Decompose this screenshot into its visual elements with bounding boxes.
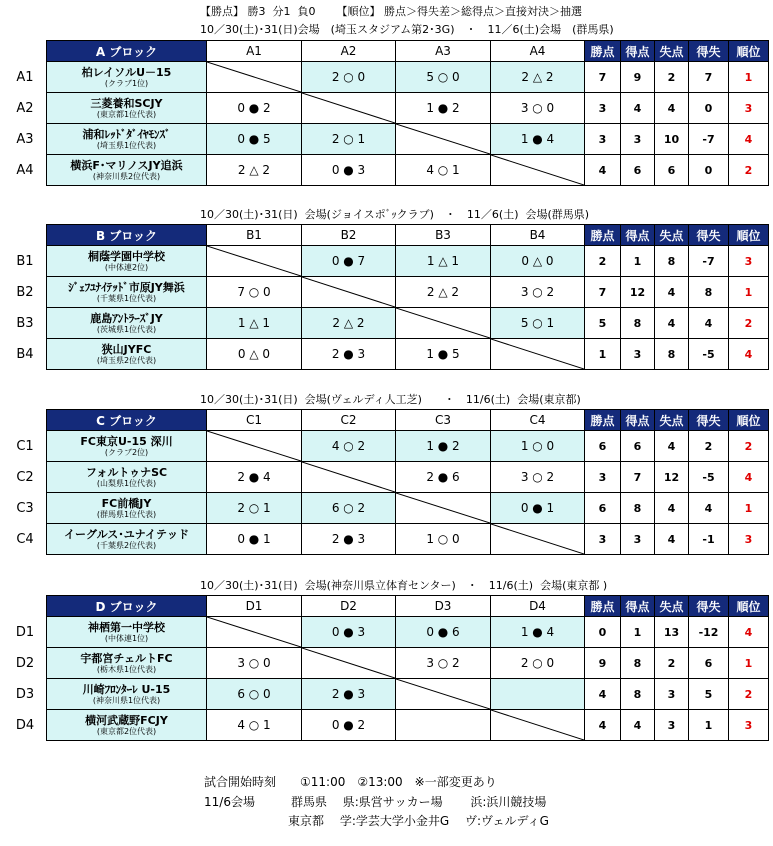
team-name: 宇都宮チェルトFC (80, 651, 173, 665)
row-position-label: D4 (15, 718, 35, 733)
self-match-diagonal (396, 679, 491, 710)
match-result: 4 ○ 1 (396, 155, 491, 186)
block-standings-table (46, 224, 769, 370)
match-result: 0 ● 3 (302, 155, 396, 186)
team-rank: 2 (729, 308, 769, 339)
team-stat: 8 (621, 648, 655, 679)
match-result: 3 ○ 2 (491, 462, 585, 493)
table-header-row (47, 225, 769, 246)
block-standings-table (46, 409, 769, 555)
match-result: 2 ○ 1 (207, 493, 302, 524)
stat-header: 得失 (689, 41, 729, 62)
team-name: フォルトゥナSC (85, 465, 168, 479)
column-header: D2 (302, 596, 396, 617)
team-cell (47, 339, 207, 370)
table-header-row (47, 41, 769, 62)
stat-header: 勝点 (585, 225, 621, 246)
team-rank: 4 (729, 124, 769, 155)
team-stat: 7 (621, 462, 655, 493)
team-row (47, 155, 769, 186)
footer-venue-gunma: 11/6会場 群馬県 県:県営サッカー場 浜:浜川競技場 (204, 795, 547, 809)
team-rank: 1 (729, 648, 769, 679)
match-result: 0 ● 1 (491, 493, 585, 524)
match-result: 2 △ 2 (302, 308, 396, 339)
column-header: D1 (207, 596, 302, 617)
team-qualification: (群馬県1位代表) (96, 509, 157, 519)
team-cell (47, 308, 207, 339)
row-position-label: A3 (16, 132, 34, 147)
team-row (47, 277, 769, 308)
team-cell (47, 617, 207, 648)
team-stat: 4 (585, 710, 621, 741)
match-result: 0 ● 6 (396, 617, 491, 648)
team-rank: 2 (729, 679, 769, 710)
team-name: ｼﾞｪﾌﾕﾅｲﾃｯﾄﾞ市原JY舞浜 (68, 280, 185, 294)
team-stat: 3 (655, 679, 689, 710)
team-stat: 4 (621, 93, 655, 124)
row-position-label: D1 (15, 625, 35, 640)
column-header: B1 (207, 225, 302, 246)
team-cell (47, 679, 207, 710)
match-result: 0 ● 1 (207, 524, 302, 555)
match-result: 1 ● 2 (396, 431, 491, 462)
block-venue-info: 10／30(土)･31(日) 会場(ヴェルディ人工芝) ・ 11/6(土) 会場(東京都) (200, 393, 581, 406)
column-header: A1 (207, 41, 302, 62)
row-position-label: B3 (16, 316, 34, 331)
self-match-diagonal (396, 493, 491, 524)
team-stat: 6 (621, 431, 655, 462)
column-header: C4 (491, 410, 585, 431)
match-result: 5 ○ 1 (491, 308, 585, 339)
team-cell (47, 246, 207, 277)
team-stat: 8 (621, 493, 655, 524)
stat-header: 勝点 (585, 596, 621, 617)
row-position-label: D3 (15, 687, 35, 702)
team-stat: -7 (689, 246, 729, 277)
team-stat: 6 (585, 431, 621, 462)
row-position-label: A1 (16, 70, 34, 85)
match-result: 1 ● 5 (396, 339, 491, 370)
team-stat: 1 (585, 339, 621, 370)
team-rank: 3 (729, 93, 769, 124)
match-result: 1 ● 4 (491, 124, 585, 155)
team-row (47, 462, 769, 493)
self-match-diagonal (207, 62, 302, 93)
team-row (47, 93, 769, 124)
self-match-diagonal (491, 524, 585, 555)
block-title: C ブロック (47, 410, 207, 431)
team-stat: 1 (621, 246, 655, 277)
team-stat: 2 (655, 648, 689, 679)
column-header: A3 (396, 41, 491, 62)
stat-header: 順位 (729, 596, 769, 617)
match-result: 5 ○ 0 (396, 62, 491, 93)
footer-venue-tokyo: 東京都 学:学芸大学小金井G ヴ:ヴェルディG (204, 814, 549, 828)
team-stat: 4 (585, 155, 621, 186)
team-name: 神栖第一中学校 (88, 620, 165, 634)
team-stat: 0 (689, 155, 729, 186)
team-cell (47, 462, 207, 493)
block-venue-info: 10／30(土)･31(日) 会場(神奈川県立体育センター) ・ 11/6(土) 会場(東京都 ) (200, 579, 608, 592)
team-rank: 3 (729, 246, 769, 277)
block-title: A ブロック (47, 41, 207, 62)
team-stat: 13 (655, 617, 689, 648)
team-qualification: (東京都1位代表) (96, 109, 157, 119)
team-stat: 8 (655, 339, 689, 370)
team-stat: 1 (621, 617, 655, 648)
team-rank: 3 (729, 524, 769, 555)
row-position-label: C4 (16, 532, 34, 547)
match-result: 4 ○ 1 (207, 710, 302, 741)
stat-header: 得失 (689, 225, 729, 246)
team-stat: 4 (621, 710, 655, 741)
match-result: 1 ● 2 (396, 93, 491, 124)
team-name: 柏レイソルU－15 (81, 65, 172, 79)
match-result: 3 ○ 2 (396, 648, 491, 679)
team-stat: 4 (689, 308, 729, 339)
team-rank: 2 (729, 431, 769, 462)
team-stat: -7 (689, 124, 729, 155)
team-stat: 8 (655, 246, 689, 277)
team-qualification: (神奈川県1位代表) (92, 695, 161, 705)
column-header: D3 (396, 596, 491, 617)
team-stat: 6 (689, 648, 729, 679)
team-qualification: (神奈川県2位代表) (92, 171, 161, 181)
stat-header: 順位 (729, 410, 769, 431)
team-qualification: (埼玉県1位代表) (96, 140, 157, 150)
team-cell (47, 493, 207, 524)
team-row (47, 679, 769, 710)
team-stat: 8 (689, 277, 729, 308)
team-stat: 3 (621, 124, 655, 155)
team-stat: 4 (585, 679, 621, 710)
team-stat: 7 (689, 62, 729, 93)
stat-header: 得失 (689, 596, 729, 617)
stat-header: 失点 (655, 225, 689, 246)
team-qualification: (山梨県1位代表) (96, 478, 157, 488)
stat-header: 失点 (655, 596, 689, 617)
team-stat: 3 (655, 710, 689, 741)
team-stat: -5 (689, 462, 729, 493)
match-result: 2 ● 3 (302, 524, 396, 555)
column-header: C3 (396, 410, 491, 431)
self-match-diagonal (207, 617, 302, 648)
stat-header: 得点 (621, 596, 655, 617)
team-qualification: (中体連1位) (104, 633, 149, 643)
row-position-label: C2 (16, 470, 34, 485)
team-qualification: (千葉県2位代表) (96, 540, 157, 550)
team-stat: 7 (585, 62, 621, 93)
stat-header: 得失 (689, 410, 729, 431)
row-position-label: A2 (16, 101, 34, 116)
match-result (491, 679, 585, 710)
team-rank: 4 (729, 462, 769, 493)
team-stat: 9 (621, 62, 655, 93)
match-result: 0 △ 0 (491, 246, 585, 277)
self-match-diagonal (302, 93, 396, 124)
team-stat: 3 (621, 339, 655, 370)
team-stat: 1 (689, 710, 729, 741)
column-header: B4 (491, 225, 585, 246)
team-stat: 4 (655, 524, 689, 555)
self-match-diagonal (302, 277, 396, 308)
match-result: 0 ● 7 (302, 246, 396, 277)
team-stat: 0 (585, 617, 621, 648)
column-header: A2 (302, 41, 396, 62)
stat-header: 勝点 (585, 41, 621, 62)
match-result (396, 710, 491, 741)
match-result: 2 ● 3 (302, 679, 396, 710)
team-row (47, 710, 769, 741)
team-name: FC前橋JY (101, 496, 152, 510)
team-stat: 12 (655, 462, 689, 493)
team-qualification: (茨城県1位代表) (96, 324, 157, 334)
team-stat: 4 (655, 493, 689, 524)
stat-header: 失点 (655, 410, 689, 431)
self-match-diagonal (491, 339, 585, 370)
self-match-diagonal (491, 710, 585, 741)
match-result: 2 △ 2 (207, 155, 302, 186)
team-name: 鹿島ｱﾝﾄﾗｰｽﾞJY (90, 311, 163, 325)
match-result: 3 ○ 0 (491, 93, 585, 124)
team-row (47, 617, 769, 648)
row-position-label: A4 (16, 163, 34, 178)
match-result: 3 ○ 0 (207, 648, 302, 679)
column-header: B2 (302, 225, 396, 246)
stat-header: 順位 (729, 225, 769, 246)
team-stat: 8 (621, 679, 655, 710)
team-qualification: (埼玉県2位代表) (96, 355, 157, 365)
team-stat: 7 (585, 277, 621, 308)
team-name: イーグルス･ユナイテッド (63, 527, 190, 541)
points-rules-legend: 【勝点】 勝3 分1 負0 【順位】 勝点＞得失差＞総得点＞直接対決＞抽選 (200, 5, 582, 18)
team-rank: 1 (729, 277, 769, 308)
team-stat: -1 (689, 524, 729, 555)
team-stat: 3 (585, 93, 621, 124)
team-cell (47, 62, 207, 93)
team-row (47, 246, 769, 277)
team-row (47, 62, 769, 93)
column-header: A4 (491, 41, 585, 62)
stat-header: 失点 (655, 41, 689, 62)
match-result: 1 ○ 0 (491, 431, 585, 462)
stat-header: 得点 (621, 41, 655, 62)
self-match-diagonal (491, 155, 585, 186)
team-stat: -5 (689, 339, 729, 370)
team-stat: 0 (689, 93, 729, 124)
match-result: 1 △ 1 (396, 246, 491, 277)
table-header-row (47, 410, 769, 431)
column-header: D4 (491, 596, 585, 617)
row-position-label: D2 (15, 656, 35, 671)
row-position-label: B2 (16, 285, 34, 300)
team-stat: 5 (585, 308, 621, 339)
team-cell (47, 124, 207, 155)
team-name: 横浜F･マリノスJY追浜 (70, 158, 183, 172)
match-result: 2 △ 2 (396, 277, 491, 308)
team-rank: 1 (729, 62, 769, 93)
team-qualification: (千葉県1位代表) (96, 293, 157, 303)
team-cell (47, 277, 207, 308)
row-position-label: C3 (16, 501, 34, 516)
team-name: 狭山JYFC (101, 342, 152, 356)
team-name: 横河武蔵野FCJY (85, 713, 168, 727)
team-stat: 6 (585, 493, 621, 524)
team-cell (47, 155, 207, 186)
team-stat: 2 (689, 431, 729, 462)
match-result: 6 ○ 2 (302, 493, 396, 524)
block-standings-table (46, 595, 769, 741)
column-header: B3 (396, 225, 491, 246)
team-row (47, 431, 769, 462)
match-result: 2 ○ 0 (491, 648, 585, 679)
team-rank: 3 (729, 710, 769, 741)
team-name: FC東京U-15 深川 (80, 434, 173, 448)
team-row (47, 648, 769, 679)
team-cell (47, 93, 207, 124)
team-stat: 5 (689, 679, 729, 710)
team-cell (47, 648, 207, 679)
self-match-diagonal (396, 308, 491, 339)
team-name: 浦和ﾚｯﾄﾞﾀﾞｲﾔﾓﾝｽﾞ (82, 127, 171, 141)
block-title: B ブロック (47, 225, 207, 246)
team-qualification: (中体連2位) (104, 262, 149, 272)
team-stat: 6 (655, 155, 689, 186)
match-result: 6 ○ 0 (207, 679, 302, 710)
column-header: C2 (302, 410, 396, 431)
stat-header: 得点 (621, 225, 655, 246)
team-rank: 4 (729, 617, 769, 648)
match-result: 1 ○ 0 (396, 524, 491, 555)
team-row (47, 124, 769, 155)
team-stat: 4 (655, 431, 689, 462)
block-venue-info: 10／30(土)･31(日)会場 (埼玉スタジアム第2･3G) ・ 11／6(土)会場 (群馬県) (200, 23, 614, 36)
self-match-diagonal (302, 648, 396, 679)
stat-header: 順位 (729, 41, 769, 62)
team-stat: 3 (585, 462, 621, 493)
team-stat: 4 (655, 93, 689, 124)
row-position-label: B4 (16, 347, 34, 362)
footer-start-times: 試合開始時刻 ①11:00 ②13:00 ※一部変更あり (204, 775, 497, 789)
row-position-label: C1 (16, 439, 34, 454)
block-title: D ブロック (47, 596, 207, 617)
team-stat: 2 (655, 62, 689, 93)
team-name: 川崎ﾌﾛﾝﾀｰﾚ U-15 (82, 682, 171, 696)
team-qualification: (栃木県1位代表) (96, 664, 157, 674)
team-name: 三菱養和SCJY (90, 96, 163, 110)
match-result: 2 ○ 1 (302, 124, 396, 155)
team-rank: 2 (729, 155, 769, 186)
team-stat: 2 (585, 246, 621, 277)
self-match-diagonal (207, 431, 302, 462)
team-rank: 4 (729, 339, 769, 370)
block-standings-table (46, 40, 769, 186)
match-result: 2 △ 2 (491, 62, 585, 93)
match-result: 0 ● 2 (302, 710, 396, 741)
team-cell (47, 524, 207, 555)
match-result: 1 ● 4 (491, 617, 585, 648)
team-stat: 8 (621, 308, 655, 339)
match-result: 0 ● 3 (302, 617, 396, 648)
team-stat: -12 (689, 617, 729, 648)
match-result: 2 ● 4 (207, 462, 302, 493)
team-row (47, 493, 769, 524)
match-result: 0 ● 5 (207, 124, 302, 155)
team-stat: 12 (621, 277, 655, 308)
team-qualification: (クラブ2位) (104, 447, 149, 457)
team-name: 桐蔭学園中学校 (88, 249, 165, 263)
team-row (47, 308, 769, 339)
team-stat: 9 (585, 648, 621, 679)
match-result: 2 ● 6 (396, 462, 491, 493)
team-qualification: (クラブ1位) (104, 78, 149, 88)
team-stat: 3 (621, 524, 655, 555)
self-match-diagonal (302, 462, 396, 493)
match-result: 0 ● 2 (207, 93, 302, 124)
block-venue-info: 10／30(土)･31(日) 会場(ジョイスポﾞｯクラブ) ・ 11／6(土) 会場(群馬県) (200, 208, 590, 221)
team-stat: 4 (689, 493, 729, 524)
team-stat: 4 (655, 308, 689, 339)
team-stat: 3 (585, 124, 621, 155)
team-stat: 6 (621, 155, 655, 186)
table-header-row (47, 596, 769, 617)
team-rank: 1 (729, 493, 769, 524)
team-row (47, 524, 769, 555)
team-stat: 3 (585, 524, 621, 555)
self-match-diagonal (396, 124, 491, 155)
match-result: 2 ○ 0 (302, 62, 396, 93)
team-qualification: (東京都2位代表) (96, 726, 157, 736)
self-match-diagonal (207, 246, 302, 277)
match-result: 2 ● 3 (302, 339, 396, 370)
match-result: 4 ○ 2 (302, 431, 396, 462)
stat-header: 得点 (621, 410, 655, 431)
match-result: 0 △ 0 (207, 339, 302, 370)
team-stat: 4 (655, 277, 689, 308)
team-cell (47, 710, 207, 741)
team-row (47, 339, 769, 370)
match-result: 1 △ 1 (207, 308, 302, 339)
match-result: 7 ○ 0 (207, 277, 302, 308)
stat-header: 勝点 (585, 410, 621, 431)
team-stat: 10 (655, 124, 689, 155)
column-header: C1 (207, 410, 302, 431)
match-result: 3 ○ 2 (491, 277, 585, 308)
row-position-label: B1 (16, 254, 34, 269)
team-cell (47, 431, 207, 462)
